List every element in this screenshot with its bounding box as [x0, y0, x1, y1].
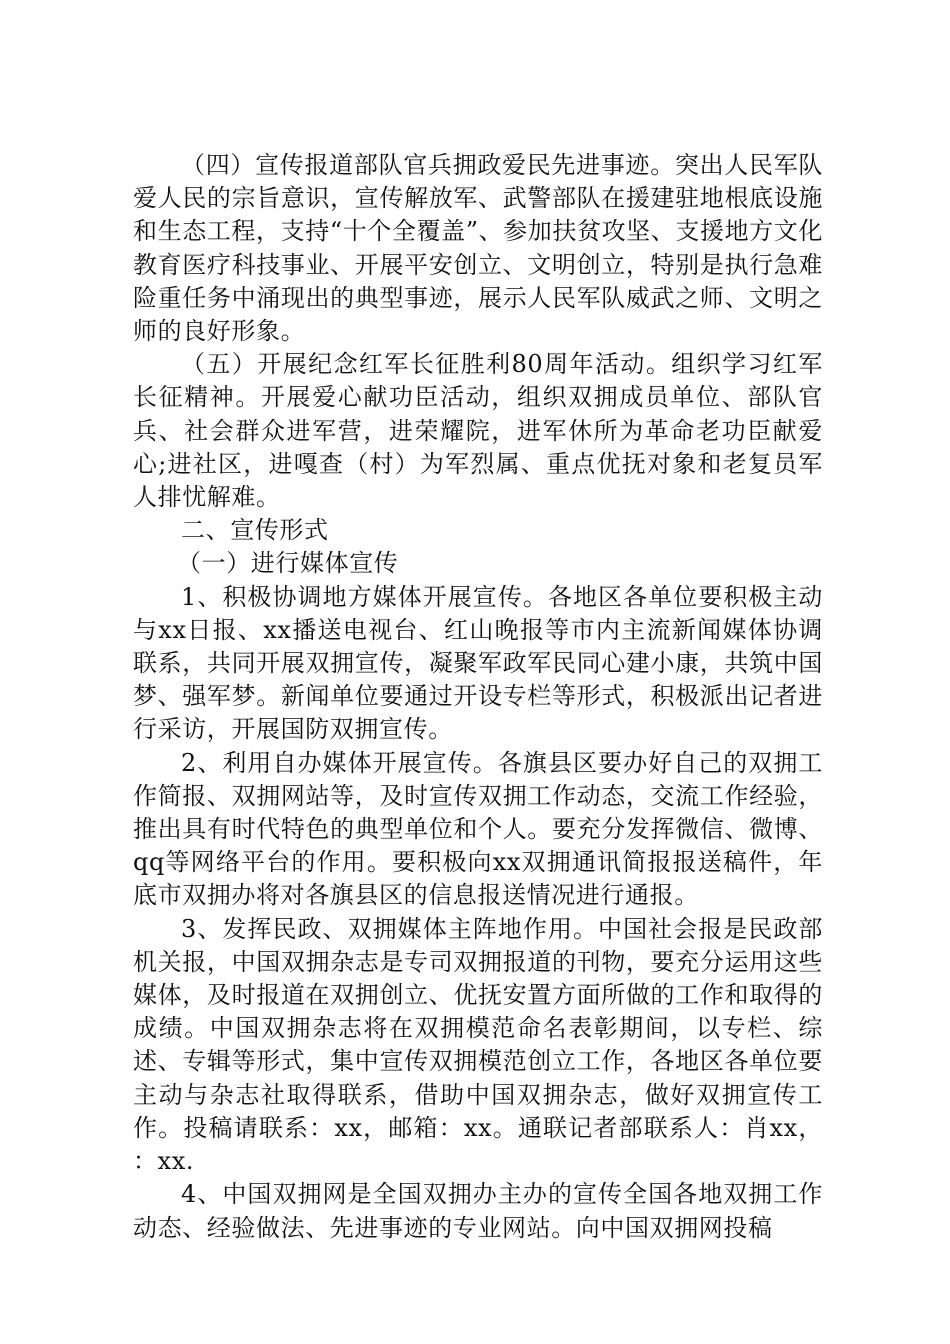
paragraph-item-1: 1、积极协调地方媒体开展宣传。各地区各单位要积极主动与xx日报、xx播送电视台、红山晚报等市内主流新闻媒体协调联系，共同开展双拥宣传，凝聚军政军民同心建小康，共筑中国梦、强军梦。新闻单位要通过开设专栏等形式，积极派出记者进行采访，开展国防双拥宣传。: [133, 582, 823, 744]
subheading-media-promotion: （一）进行媒体宣传: [177, 549, 399, 578]
paragraph-section-four: （四）宣传报道部队官兵拥政爱民先进事迹。突出人民军队爱人民的宗旨意识，宣传解放军、武警部队在援建驻地根底设施和生态工程，支持“十个全覆盖”、参加扶贫攻坚、支援地方文化教育医疗科技事业、开展平安创立、文明创立，特别是执行急难险重任务中涌现出的典型事迹，展示人民军队威武之师、文明之师的良好形象。: [133, 151, 823, 346]
paragraph-item-3: 3、发挥民政、双拥媒体主阵地作用。中国社会报是民政部机关报，中国双拥杂志是专司双拥报道的刊物，要充分运用这些媒体，及时报道在双拥创立、优抚安置方面所做的工作和取得的成绩。中国双拥杂志将在双拥模范命名表彰期间，以专栏、综述、专辑等形式，集中宣传双拥模范创立工作，各地区各单位要主动与杂志社取得联系，借助中国双拥杂志，做好双拥宣传工作。投稿请联系：xx，邮箱：xx。通联记者部联系人：肖xx， ：xx.: [133, 914, 823, 1176]
paragraph-section-five: （五）开展纪念红军长征胜利80周年活动。组织学习红军长征精神。开展爱心献功臣活动，组织双拥成员单位、部队官兵、社会群众进军营，进荣耀院，进军休所为革命老功臣献爱心;进社区，进嘎查（村）为军烈属、重点优抚对象和老复员军人排忧解难。: [133, 350, 823, 512]
paragraph-item-2: 2、利用自办媒体开展宣传。各旗县区要办好自己的双拥工作简报、双拥网站等，及时宣传双拥工作动态，交流工作经验，推出具有时代特色的典型单位和个人。要充分发挥微信、微博、qq等网络平台的作用。要积极向xx双拥通讯简报报送稿件，年底市双拥办将对各旗县区的信息报送情况进行通报。: [133, 748, 823, 910]
heading-section-two: 二、宣传形式: [181, 516, 329, 545]
paragraph-item-4: 4、中国双拥网是全国双拥办主办的宣传全国各地双拥工作动态、经验做法、先进事迹的专业网站。向中国双拥网投稿: [133, 1180, 823, 1242]
document-body: [133, 149, 823, 1245]
